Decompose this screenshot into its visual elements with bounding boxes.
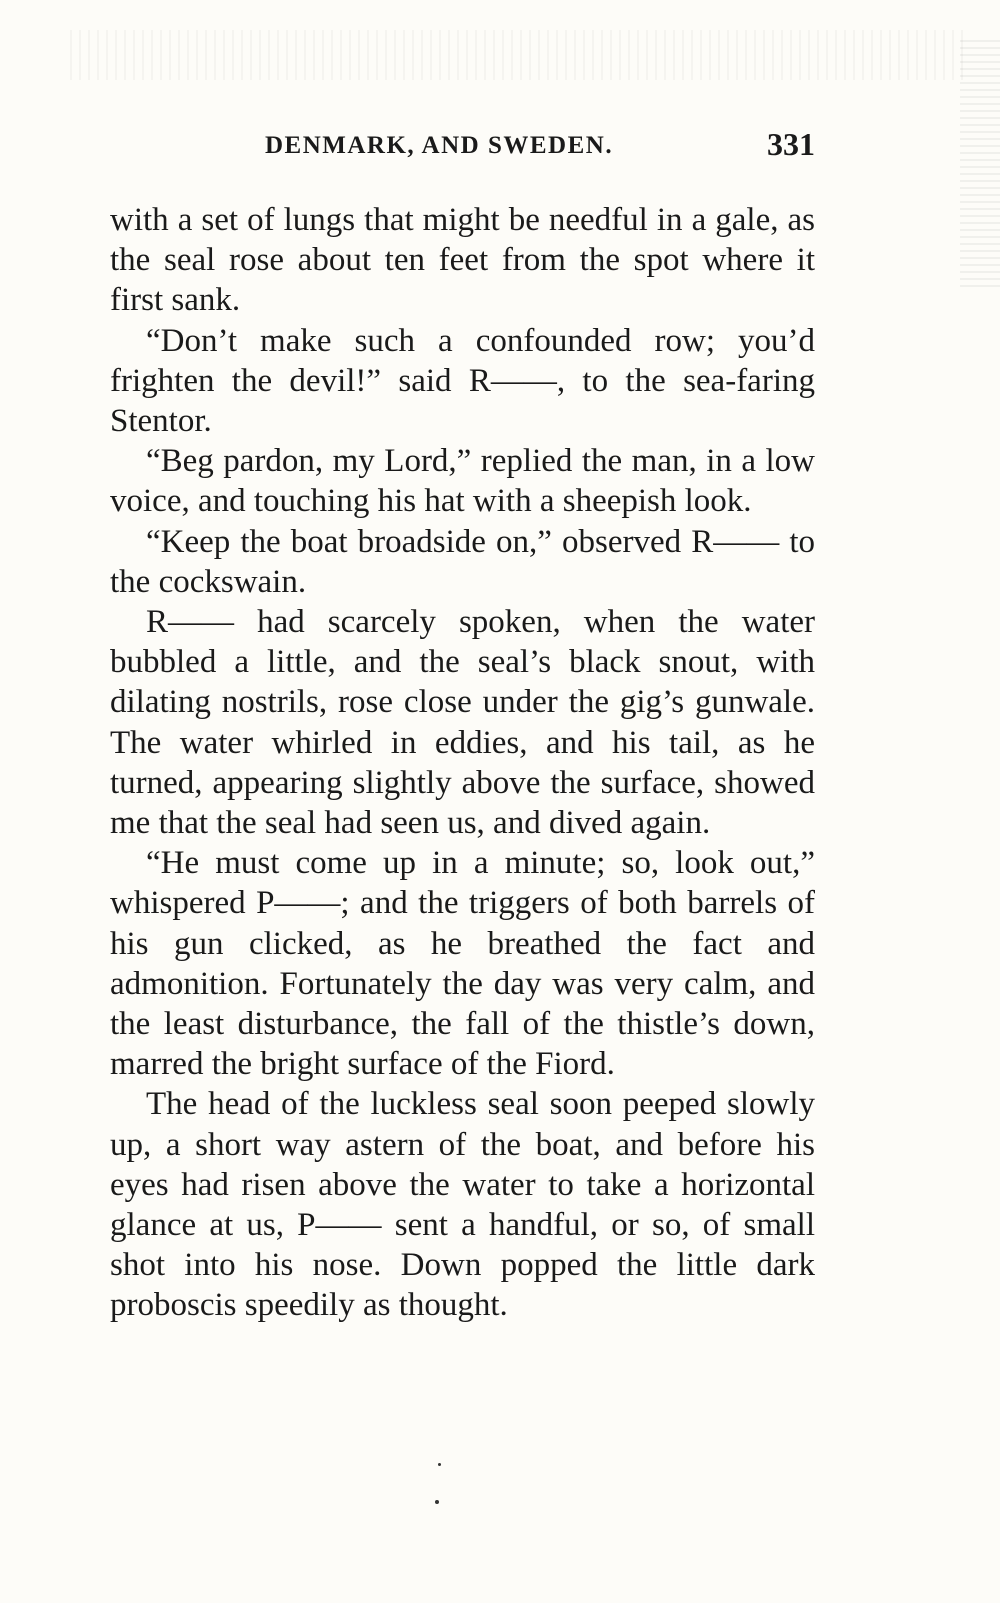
- paragraph-6: “He must come up in a minute; so, look out,” whispered P——; and the triggers of both barrels of his gun clicked, as he breathed the fact and admonition. Fortunately the day was very calm, and the least disturbance, the fall of the thistle’s down, marred the bright surface of the Fiord.: [110, 845, 815, 1083]
- page-scan-speckle: [70, 30, 970, 80]
- running-title: DENMARK, AND SWEDEN.: [265, 132, 614, 159]
- body-text: [110, 200, 815, 1326]
- paragraph-3: “Beg pardon, my Lord,” replied the man, in a low voice, and touching his hat with a sheepish look.: [110, 443, 815, 520]
- paragraph-1: with a set of lungs that might be needful in a gale, as the seal rose about ten feet from the spot where it first sank.: [110, 202, 815, 319]
- print-speck: [435, 1500, 439, 1504]
- paragraph-2: “Don’t make such a confounded row; you’d frighten the devil!” said R——, to the sea-faring Stentor.: [110, 322, 815, 440]
- page-number: 331: [767, 126, 815, 162]
- page-edge-shadow: [960, 40, 1000, 290]
- paragraph-7: The head of the luckless seal soon peeped slowly up, a short way astern of the boat, and before his eyes had risen above the water to take a horizontal glance at us, P—— sent a handful, or so, of small shot into his nose. Down popped the little dark proboscis speedily as thought.: [110, 1086, 815, 1324]
- print-speck: [438, 1463, 441, 1466]
- paragraph-4: “Keep the boat broadside on,” observed R—— to the cockswain.: [110, 523, 815, 600]
- paragraph-5: R—— had scarcely spoken, when the water bubbled a little, and the seal’s black snout, with dilating nostrils, rose close under the gig’s gunwale. The water whirled in eddies, and his tail, as he turned, appearing slightly above the surface, showed me that the seal had seen us, and dived again.: [110, 604, 815, 842]
- page-header: [110, 128, 815, 164]
